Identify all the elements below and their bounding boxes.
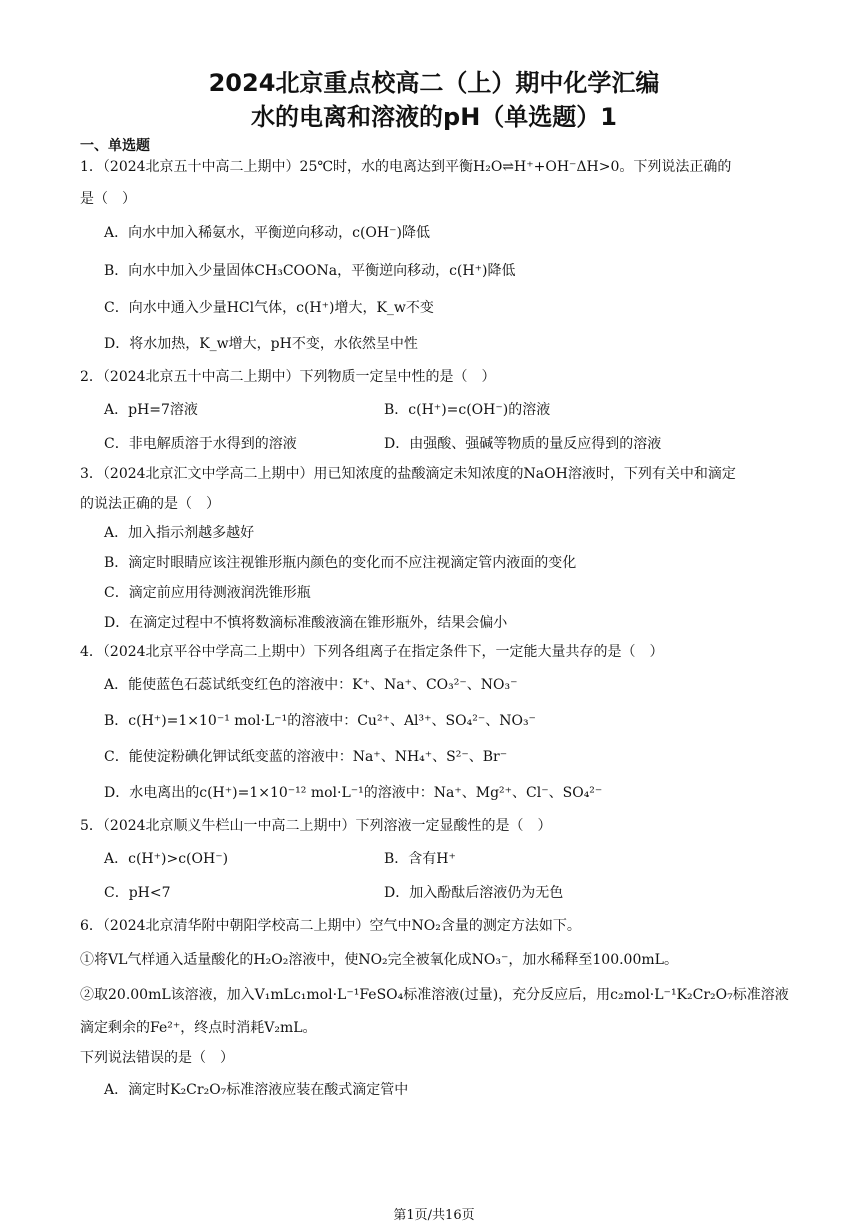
question-5-stem: 5．（2024北京顺义牛栏山一中高二上期中）下列溶液一定显酸性的是（ ） xyxy=(80,818,552,834)
question-6-stem-line-5: 下列说法错误的是（ ） xyxy=(80,1050,234,1066)
section-heading: 一、单选题 xyxy=(80,138,150,154)
question-1-option-c: C．向水中通入少量HCl气体，c(H⁺)增大，K_w不变 xyxy=(104,300,434,316)
question-1-stem-line-1: 1．（2024北京五十中高二上期中）25℃时，水的电离达到平衡H₂O⇌H⁺+OH⁻ΔH>0。下列说法正确的 xyxy=(80,159,732,175)
question-2-option-a: A．pH=7溶液 xyxy=(104,402,198,418)
document-subtitle: 水的电离和溶液的pH（单选题）1 xyxy=(251,103,617,131)
question-3-option-a: A．加入指示剂越多越好 xyxy=(104,525,255,541)
question-3-stem-line-2: 的说法正确的是（ ） xyxy=(80,496,220,512)
question-2-option-d: D．由强酸、强碱等物质的量反应得到的溶液 xyxy=(384,436,662,452)
question-1-option-b: B．向水中加入少量固体CH₃COONa，平衡逆向移动，c(H⁺)降低 xyxy=(104,263,516,279)
question-4-option-a: A．能使蓝色石蕊试纸变红色的溶液中：K⁺、Na⁺、CO₃²⁻、NO₃⁻ xyxy=(104,677,518,693)
question-2-stem: 2．（2024北京五十中高二上期中）下列物质一定呈中性的是（ ） xyxy=(80,369,496,385)
page-number: 第1页/共16页 xyxy=(393,1208,475,1223)
question-5-option-d: D．加入酚酞后溶液仍为无色 xyxy=(384,885,564,901)
question-5-option-b: B．含有H⁺ xyxy=(384,851,456,867)
question-2-option-c: C．非电解质溶于水得到的溶液 xyxy=(104,436,297,452)
question-1-stem-line-2: 是（ ） xyxy=(80,191,136,207)
question-3-option-d: D．在滴定过程中不慎将数滴标准酸液滴在锥形瓶外，结果会偏小 xyxy=(104,615,508,631)
question-4-stem: 4．（2024北京平谷中学高二上期中）下列各组离子在指定条件下，一定能大量共存的是（ ） xyxy=(80,644,664,660)
question-6-stem-line-1: 6．（2024北京清华附中朝阳学校高二上期中）空气中NO₂含量的测定方法如下。 xyxy=(80,918,581,934)
question-3-option-b: B．滴定时眼睛应该注视锥形瓶内颜色的变化而不应注视滴定管内液面的变化 xyxy=(104,555,577,571)
question-2-option-b: B．c(H⁺)=c(OH⁻)的溶液 xyxy=(384,402,551,418)
question-4-option-c: C．能使淀粉碘化钾试纸变蓝的溶液中：Na⁺、NH₄⁺、S²⁻、Br⁻ xyxy=(104,749,508,765)
question-6-stem-line-4: 滴定剩余的Fe²⁺，终点时消耗V₂mL。 xyxy=(80,1020,317,1036)
question-3-stem-line-1: 3．（2024北京汇文中学高二上期中）用已知浓度的盐酸滴定未知浓度的NaOH溶液时，下列有关中和滴定 xyxy=(80,466,736,482)
document-title: 2024北京重点校高二（上）期中化学汇编 xyxy=(208,69,660,97)
question-6-stem-line-3: ②取20.00mL该溶液，加入V₁mLc₁mol·L⁻¹FeSO₄标准溶液(过量)，充分反应后，用c₂mol·L⁻¹K₂Cr₂O₇标准溶液 xyxy=(80,987,789,1003)
question-3-option-c: C．滴定前应用待测液润洗锥形瓶 xyxy=(104,585,311,601)
question-5-option-c: C．pH<7 xyxy=(104,885,171,901)
question-4-option-d: D．水电离出的c(H⁺)=1×10⁻¹² mol·L⁻¹的溶液中：Na⁺、Mg²⁺、Cl⁻、SO₄²⁻ xyxy=(104,785,603,801)
question-1-option-d: D．将水加热，K_w增大，pH不变，水依然呈中性 xyxy=(104,336,418,352)
question-4-option-b: B．c(H⁺)=1×10⁻¹ mol·L⁻¹的溶液中：Cu²⁺、Al³⁺、SO₄²⁻、NO₃⁻ xyxy=(104,713,536,729)
question-5-option-a: A．c(H⁺)>c(OH⁻) xyxy=(104,851,229,867)
question-6-stem-line-2: ①将VL气样通入适量酸化的H₂O₂溶液中，使NO₂完全被氧化成NO₃⁻，加水稀释至100.00mL。 xyxy=(80,952,678,968)
question-6-option-a: A．滴定时K₂Cr₂O₇标准溶液应装在酸式滴定管中 xyxy=(104,1082,409,1098)
question-1-option-a: A．向水中加入稀氨水，平衡逆向移动，c(OH⁻)降低 xyxy=(104,225,430,241)
